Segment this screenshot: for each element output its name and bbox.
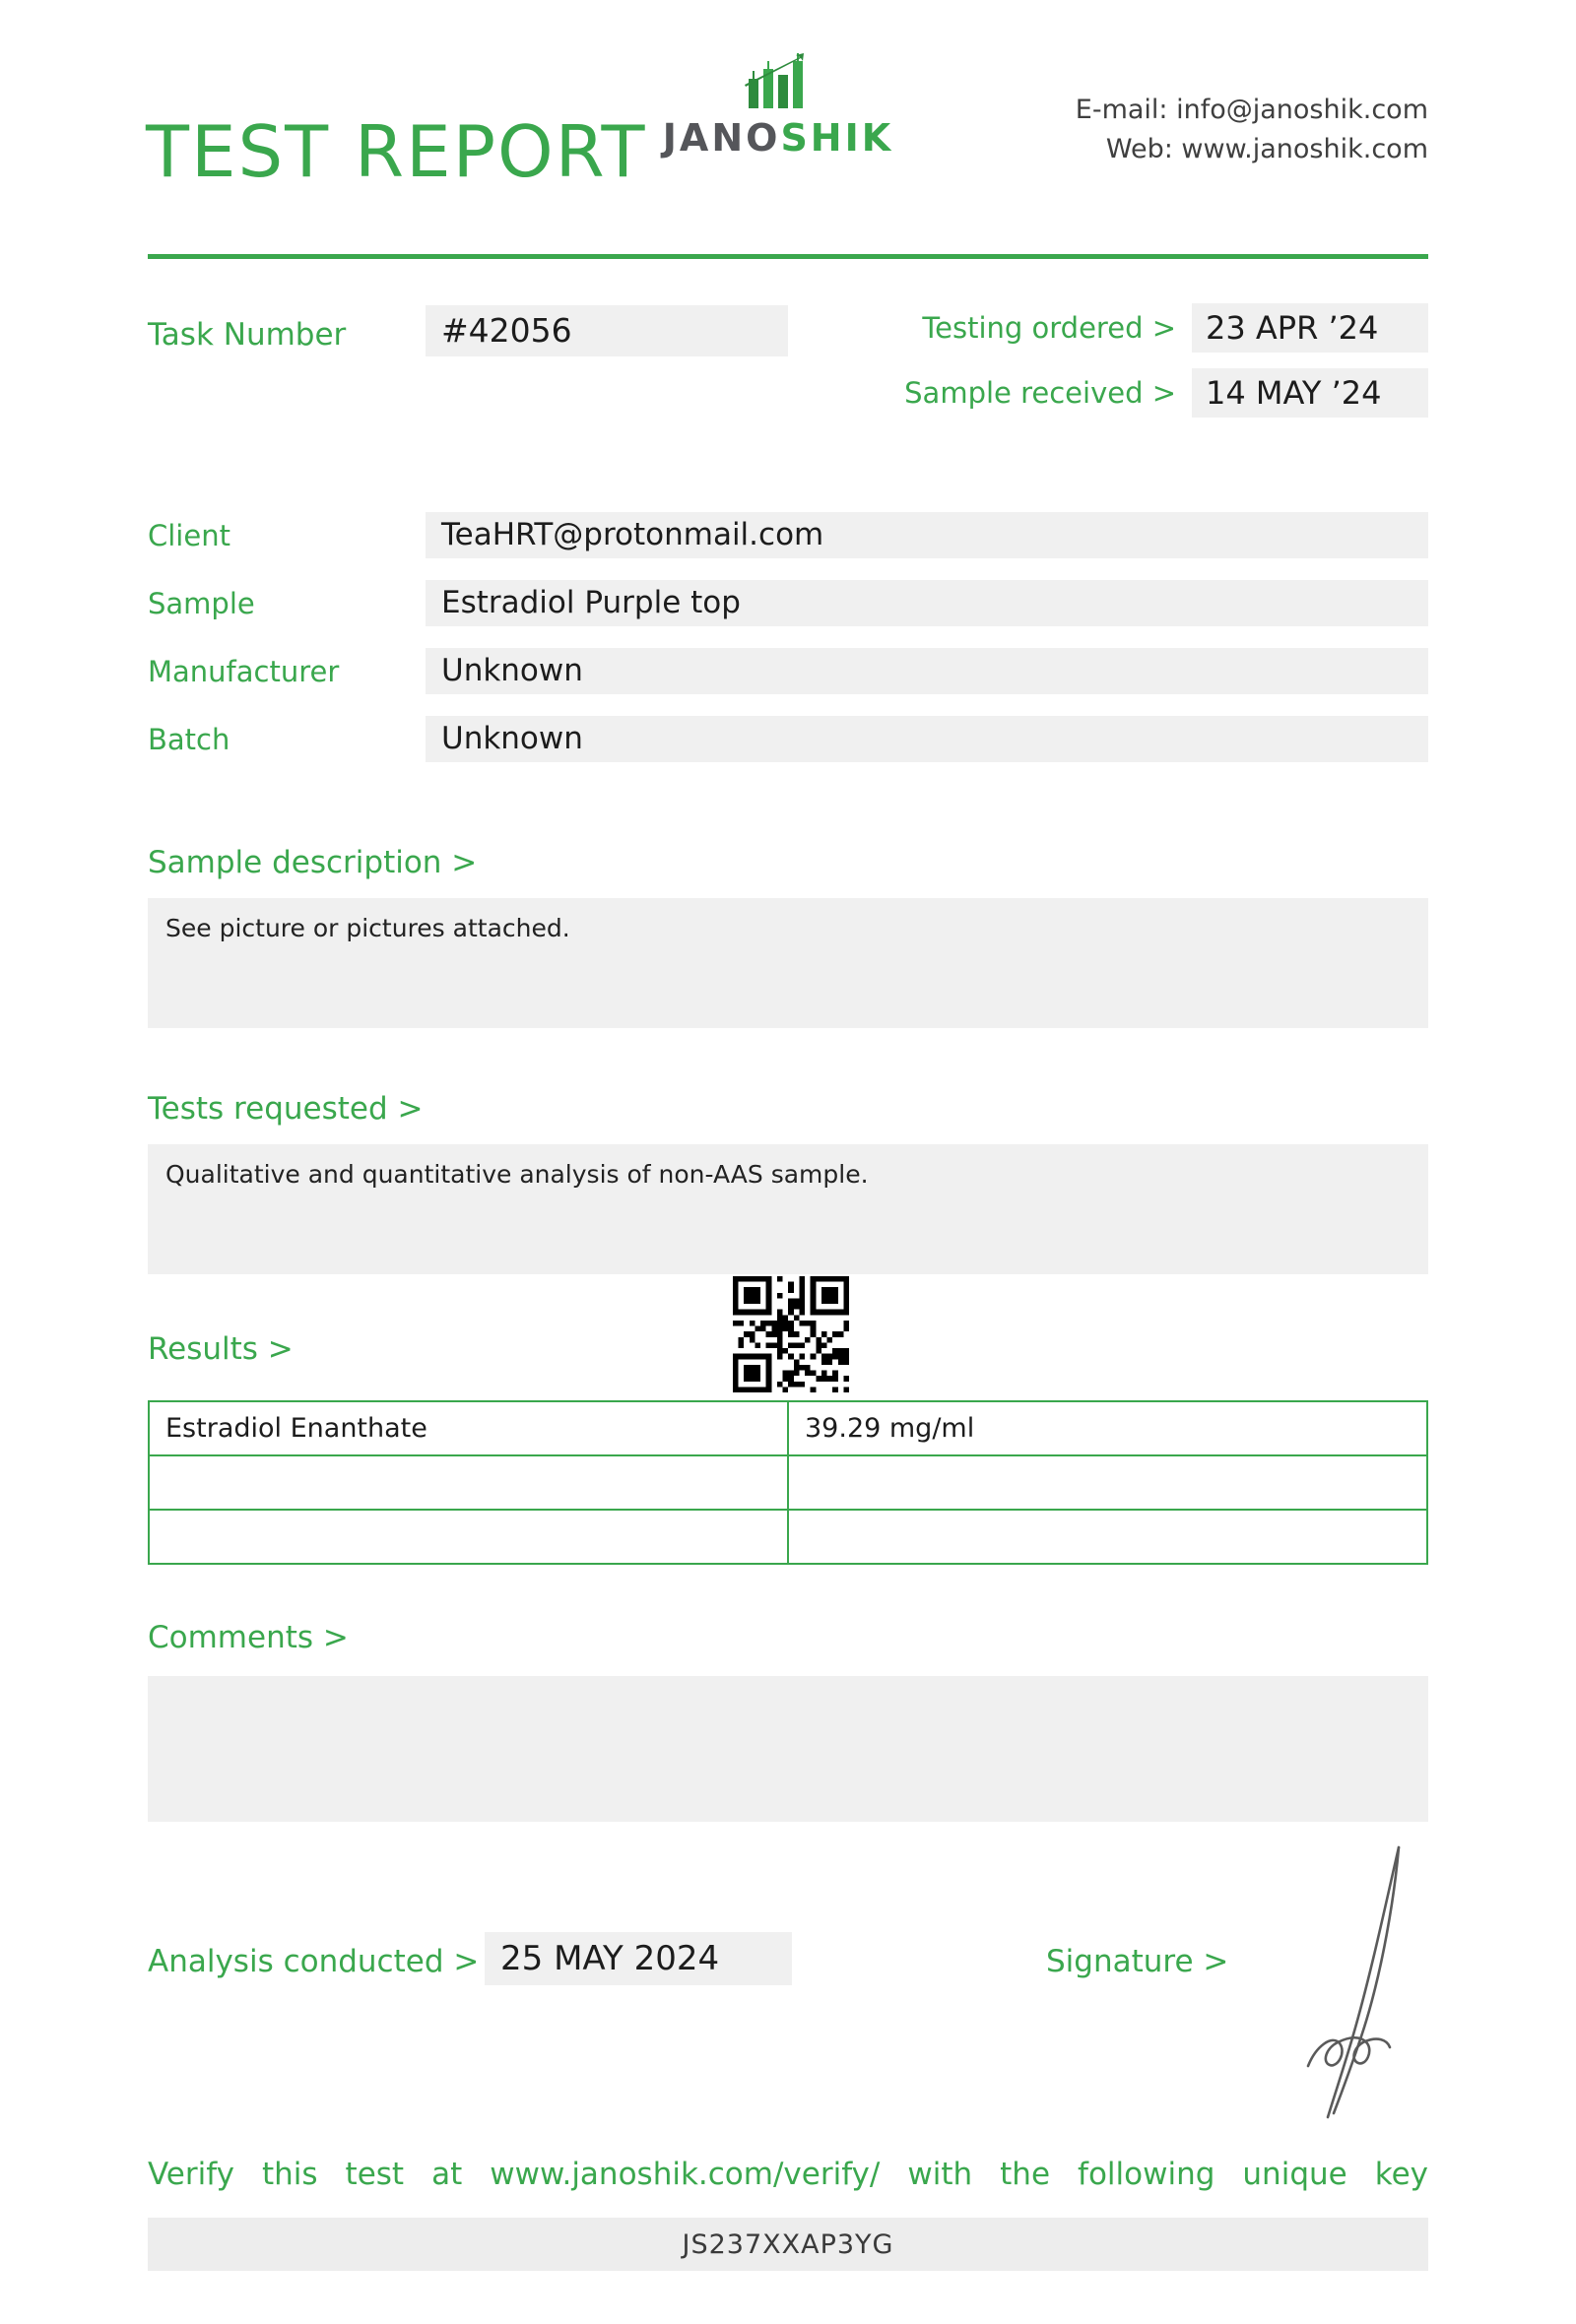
result-concentration — [788, 1455, 1427, 1510]
comments-box — [148, 1676, 1428, 1822]
sample-description-heading: Sample description > — [148, 845, 478, 880]
sample-received-value: 14 MAY ’24 — [1192, 368, 1428, 418]
contact-info — [1076, 91, 1428, 169]
contact-web — [1076, 130, 1428, 169]
verify-instruction: Verify this test at www.janoshik.com/verify/ with the following unique key — [148, 2157, 1428, 2192]
janoshik-logo — [630, 51, 926, 160]
tests-requested-heading: Tests requested > — [148, 1091, 424, 1127]
batch-label: Batch — [148, 722, 230, 756]
task-number-label: Task Number — [148, 317, 347, 353]
detail-row-sample — [148, 580, 1428, 626]
testing-ordered-value: 23 APR ’24 — [1192, 303, 1428, 353]
result-row — [149, 1455, 1427, 1510]
testing-ordered-row — [922, 303, 1428, 353]
testing-ordered-label: Testing ordered > — [922, 311, 1176, 345]
sample-received-row — [904, 368, 1428, 418]
results-table — [148, 1400, 1428, 1565]
result-row — [149, 1510, 1427, 1564]
result-concentration: 39.29 mg/ml — [788, 1401, 1427, 1455]
sample-value: Estradiol Purple top — [426, 580, 1428, 626]
logo-shik: SHIK — [780, 116, 894, 160]
detail-row-manufacturer — [148, 648, 1428, 694]
manufacturer-label: Manufacturer — [148, 654, 340, 688]
header-divider — [148, 254, 1428, 259]
result-concentration — [788, 1510, 1427, 1564]
email-value: info@janoshik.com — [1176, 95, 1428, 125]
web-label: Web: — [1105, 134, 1173, 164]
batch-value: Unknown — [426, 716, 1428, 762]
chart-bars-icon — [731, 51, 825, 114]
results-heading: Results > — [148, 1331, 294, 1367]
verify-key: JS237XXAP3YG — [148, 2218, 1428, 2271]
sample-label: Sample — [148, 586, 255, 620]
tests-requested-box: Qualitative and quantitative analysis of non-AAS sample. — [148, 1144, 1428, 1274]
comments-heading: Comments > — [148, 1620, 349, 1655]
sample-received-label: Sample received > — [904, 376, 1176, 410]
client-value: TeaHRT@protonmail.com — [426, 512, 1428, 558]
logo-jano: JANO — [662, 116, 781, 160]
contact-email — [1076, 91, 1428, 130]
sample-description-box: See picture or pictures attached. — [148, 898, 1428, 1028]
analysis-conducted-label: Analysis conducted > — [148, 1944, 480, 1979]
page-title: TEST REPORT — [146, 110, 647, 193]
result-row — [149, 1401, 1427, 1455]
detail-row-batch — [148, 716, 1428, 762]
qr-code — [733, 1276, 849, 1392]
client-label: Client — [148, 518, 230, 552]
logo-wordmark — [630, 116, 926, 160]
detail-row-client — [148, 512, 1428, 558]
analysis-conducted-value: 25 MAY 2024 — [485, 1932, 792, 1985]
email-label: E-mail: — [1075, 95, 1168, 125]
manufacturer-value: Unknown — [426, 648, 1428, 694]
result-substance: Estradiol Enanthate — [149, 1401, 788, 1455]
web-value: www.janoshik.com — [1181, 134, 1428, 164]
result-substance — [149, 1455, 788, 1510]
task-number-value: #42056 — [426, 305, 788, 356]
detail-rows — [148, 512, 1428, 762]
signature-scribble — [1251, 1834, 1448, 2129]
signature-label: Signature > — [1046, 1944, 1229, 1979]
result-substance — [149, 1510, 788, 1564]
